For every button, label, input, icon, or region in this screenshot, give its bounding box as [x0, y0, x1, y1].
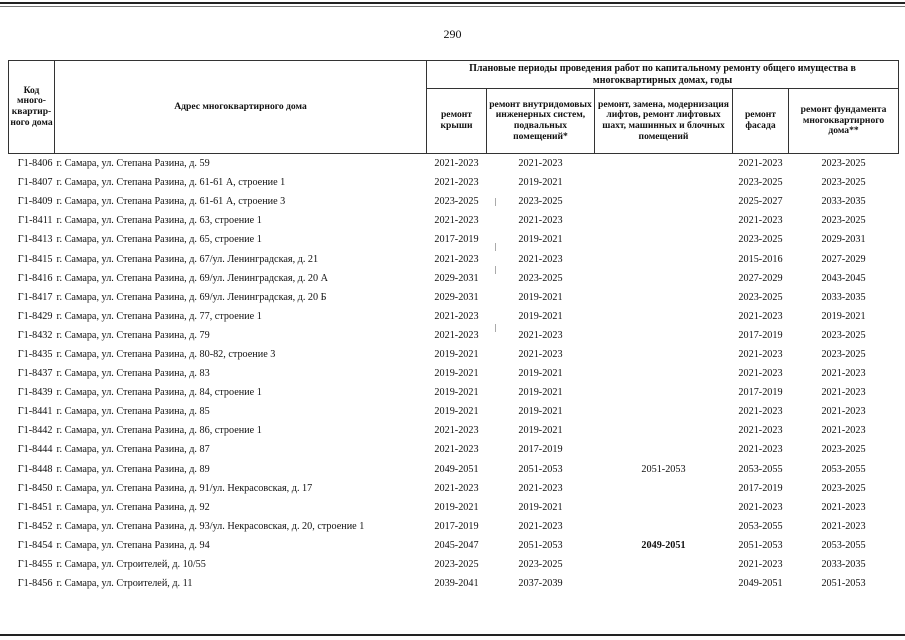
cell-code: Г1-8456: [17, 578, 53, 590]
cell-systems: 2019-2021: [518, 310, 563, 322]
cell-code: Г1-8417: [17, 291, 53, 303]
table-row: [9, 574, 899, 593]
cell-roof: 2045-2047: [434, 539, 479, 551]
cell-code: Г1-8407: [17, 177, 53, 189]
cell-facade: 2021-2023: [738, 348, 783, 360]
cell-foundation: 2043-2045: [821, 272, 866, 284]
cell-foundation: 2023-2025: [821, 158, 866, 170]
cell-code: Г1-8450: [17, 482, 53, 494]
cell-address: г. Самара, ул. Степана Разина, д. 89: [56, 463, 210, 475]
cell-address: г. Самара, ул. Степана Разина, д. 92: [56, 501, 210, 513]
cell-code: Г1-8451: [17, 501, 53, 513]
cell-systems: 2021-2023: [518, 329, 563, 341]
cell-roof: 2023-2025: [434, 196, 479, 208]
cell-foundation: 2021-2023: [821, 520, 866, 532]
cell-elevators: [595, 498, 733, 517]
cell-roof: 2019-2021: [434, 387, 479, 399]
cell-systems: 2021-2023: [518, 520, 563, 532]
table-body: [9, 154, 899, 594]
cell-foundation: 2023-2025: [821, 177, 866, 189]
table-row: [9, 345, 899, 364]
cell-address: г. Самара, ул. Степана Разина, д. 83: [56, 368, 210, 380]
cell-elevators: [595, 192, 733, 211]
cell-elevators: [595, 479, 733, 498]
cell-roof: 2029-2031: [434, 272, 479, 284]
table-row: [9, 460, 899, 479]
cell-roof: 2049-2051: [434, 463, 479, 475]
cell-address: г. Самара, ул. Степана Разина, д. 61-61 А, строение 3: [56, 196, 286, 208]
cell-systems: 2021-2023: [518, 348, 563, 360]
cell-facade: 2023-2025: [738, 291, 783, 303]
cell-facade: 2023-2025: [738, 177, 783, 189]
page-number: 290: [443, 27, 462, 41]
bottom-border-line: [0, 634, 905, 636]
cell-address: г. Самара, ул. Степана Разина, д. 67/ул. Ленинградская, д. 21: [56, 253, 319, 265]
cell-systems: 2023-2025: [518, 196, 563, 208]
cell-address: г. Самара, ул. Степана Разина, д. 77, строение 1: [56, 310, 262, 322]
cell-foundation: 2021-2023: [821, 406, 866, 418]
table-row: [9, 555, 899, 574]
cell-systems: 2019-2021: [518, 425, 563, 437]
cell-systems: 2017-2019: [518, 444, 563, 456]
scan-mark: [495, 243, 496, 251]
table-row: [9, 230, 899, 249]
table-row: [9, 383, 899, 402]
cell-foundation: 2029-2031: [821, 234, 866, 246]
cell-foundation: 2023-2025: [821, 348, 866, 360]
cell-foundation: 2023-2025: [821, 482, 866, 494]
cell-roof: 2021-2023: [434, 329, 479, 341]
cell-code: Г1-8411: [18, 215, 53, 227]
cell-code: Г1-8444: [17, 444, 53, 456]
cell-systems: 2051-2053: [518, 539, 563, 551]
cell-facade: 2015-2016: [738, 253, 783, 265]
cell-code: Г1-8415: [17, 253, 53, 265]
table-row: [9, 498, 899, 517]
cell-roof: 2017-2019: [434, 520, 479, 532]
cell-roof: 2023-2025: [434, 559, 479, 571]
cell-code: Г1-8435: [17, 348, 53, 360]
cell-elevators: [595, 154, 733, 174]
cell-facade: 2021-2023: [738, 406, 783, 418]
header-code: Код много-квартир-ного дома: [9, 61, 55, 154]
cell-elevators: 2049-2051: [641, 539, 686, 551]
cell-address: г. Самара, ул. Степана Разина, д. 80-82, строение 3: [56, 348, 276, 360]
cell-elevators: [595, 173, 733, 192]
cell-foundation: 2023-2025: [821, 329, 866, 341]
cell-code: Г1-8429: [17, 310, 53, 322]
cell-roof: 2021-2023: [434, 444, 479, 456]
header-systems: ремонт внутридомовых инженерных систем, подвальных помещений*: [487, 89, 595, 154]
cell-address: г. Самара, ул. Степана Разина, д. 61-61 А, строение 1: [56, 177, 286, 189]
cell-address: г. Самара, ул. Степана Разина, д. 65, строение 1: [56, 234, 262, 246]
cell-address: г. Самара, ул. Строителей, д. 10/55: [56, 559, 206, 571]
cell-facade: 2027-2029: [738, 272, 783, 284]
cell-code: Г1-8441: [17, 406, 53, 418]
cell-facade: 2025-2027: [738, 196, 783, 208]
cell-roof: 2021-2023: [434, 310, 479, 322]
table-row: [9, 326, 899, 345]
cell-roof: 2021-2023: [434, 425, 479, 437]
cell-systems: 2021-2023: [518, 253, 563, 265]
cell-facade: 2053-2055: [738, 520, 783, 532]
cell-systems: 2037-2039: [518, 578, 563, 590]
cell-address: г. Самара, ул. Степана Разина, д. 93/ул. Некрасовская, д. 20, строение 1: [56, 520, 365, 532]
cell-elevators: [595, 517, 733, 536]
table-row: [9, 307, 899, 326]
cell-foundation: 2033-2035: [821, 196, 866, 208]
table-row: [9, 288, 899, 307]
header-foundation: ремонт фундамента многоквартирного дома**: [789, 89, 899, 154]
cell-code: Г1-8437: [17, 368, 53, 380]
cell-systems: 2019-2021: [518, 177, 563, 189]
cell-facade: 2021-2023: [738, 215, 783, 227]
cell-roof: 2021-2023: [434, 215, 479, 227]
cell-roof: 2019-2021: [434, 348, 479, 360]
table-row: [9, 402, 899, 421]
cell-address: г. Самара, ул. Степана Разина, д. 63, строение 1: [56, 215, 262, 227]
cell-systems: 2051-2053: [518, 463, 563, 475]
cell-foundation: 2027-2029: [821, 253, 866, 265]
cell-address: г. Самара, ул. Степана Разина, д. 69/ул. Ленинградская, д. 20 А: [56, 272, 329, 284]
cell-code: Г1-8413: [17, 234, 53, 246]
cell-address: г. Самара, ул. Степана Разина, д. 84, строение 1: [56, 387, 262, 399]
cell-address: г. Самара, ул. Степана Разина, д. 86, строение 1: [56, 425, 262, 437]
cell-systems: 2023-2025: [518, 272, 563, 284]
cell-code: Г1-8452: [17, 520, 53, 532]
cell-elevators: [595, 555, 733, 574]
cell-code: Г1-8448: [17, 463, 53, 475]
cell-address: г. Самара, ул. Степана Разина, д. 59: [56, 158, 210, 170]
cell-systems: 2019-2021: [518, 501, 563, 513]
cell-facade: 2053-2055: [738, 463, 783, 475]
cell-foundation: 2021-2023: [821, 387, 866, 399]
header-address: Адрес многоквартирного дома: [55, 61, 427, 154]
cell-foundation: 2033-2035: [821, 559, 866, 571]
cell-elevators: [595, 574, 733, 593]
cell-elevators: [595, 288, 733, 307]
cell-address: г. Самара, ул. Строителей, д. 11: [56, 578, 193, 590]
cell-code: Г1-8409: [17, 196, 53, 208]
table-row: [9, 517, 899, 536]
table-row: [9, 364, 899, 383]
scan-mark: [495, 324, 496, 332]
cell-facade: 2017-2019: [738, 387, 783, 399]
cell-roof: 2021-2023: [434, 158, 479, 170]
cell-systems: 2019-2021: [518, 368, 563, 380]
cell-roof: 2019-2021: [434, 406, 479, 418]
top-border-line: [0, 2, 905, 4]
cell-foundation: 2023-2025: [821, 444, 866, 456]
cell-roof: 2017-2019: [434, 234, 479, 246]
table-row: [9, 421, 899, 440]
cell-roof: 2019-2021: [434, 368, 479, 380]
cell-facade: 2049-2051: [738, 578, 783, 590]
cell-code: Г1-8406: [17, 158, 53, 170]
table-row: [9, 536, 899, 555]
cell-address: г. Самара, ул. Степана Разина, д. 94: [56, 539, 210, 551]
cell-foundation: 2053-2055: [821, 463, 866, 475]
cell-roof: 2029-2031: [434, 291, 479, 303]
table-row: [9, 249, 899, 268]
cell-foundation: 2033-2035: [821, 291, 866, 303]
cell-roof: 2039-2041: [434, 578, 479, 590]
cell-systems: 2019-2021: [518, 387, 563, 399]
cell-facade: 2021-2023: [738, 501, 783, 513]
cell-facade: 2023-2025: [738, 234, 783, 246]
cell-roof: 2019-2021: [434, 501, 479, 513]
table-row: [9, 154, 899, 174]
cell-systems: 2021-2023: [518, 482, 563, 494]
cell-facade: 2051-2053: [738, 539, 783, 551]
header-periods-group: Плановые периоды проведения работ по капитальному ремонту общего имущества в многоквартирных домах, годы: [427, 61, 899, 89]
cell-foundation: 2021-2023: [821, 425, 866, 437]
scan-mark: [495, 198, 496, 206]
cell-address: г. Самара, ул. Степана Разина, д. 87: [56, 444, 210, 456]
table-row: [9, 192, 899, 211]
table-row: [9, 479, 899, 498]
cell-systems: 2019-2021: [518, 406, 563, 418]
cell-code: Г1-8455: [17, 559, 53, 571]
table-row: [9, 211, 899, 230]
header-roof: ремонт крыши: [427, 89, 487, 154]
table-row: [9, 269, 899, 288]
cell-roof: 2021-2023: [434, 253, 479, 265]
cell-elevators: [595, 421, 733, 440]
header-facade: ремонт фасада: [733, 89, 789, 154]
cell-facade: 2017-2019: [738, 482, 783, 494]
cell-facade: 2021-2023: [738, 444, 783, 456]
top-border-line-thin: [0, 6, 905, 7]
cell-roof: 2021-2023: [434, 482, 479, 494]
cell-elevators: [595, 230, 733, 249]
cell-foundation: 2019-2021: [821, 310, 866, 322]
cell-code: Г1-8439: [17, 387, 53, 399]
cell-elevators: [595, 326, 733, 345]
cell-address: г. Самара, ул. Степана Разина, д. 85: [56, 406, 210, 418]
cell-foundation: 2053-2055: [821, 539, 866, 551]
cell-elevators: [595, 440, 733, 459]
cell-code: Г1-8442: [17, 425, 53, 437]
cell-elevators: [595, 211, 733, 230]
table-header: [9, 61, 899, 154]
cell-facade: 2021-2023: [738, 310, 783, 322]
header-elevators: ремонт, замена, модернизация лифтов, ремонт лифтовых шахт, машинных и блочных помещений: [595, 89, 733, 154]
cell-address: г. Самара, ул. Степана Разина, д. 91/ул. Некрасовская, д. 17: [56, 482, 313, 494]
cell-address: г. Самара, ул. Степана Разина, д. 69/ул. Ленинградская, д. 20 Б: [56, 291, 327, 303]
cell-elevators: [595, 307, 733, 326]
cell-foundation: 2051-2053: [821, 578, 866, 590]
cell-facade: 2017-2019: [738, 329, 783, 341]
cell-facade: 2021-2023: [738, 559, 783, 571]
cell-systems: 2019-2021: [518, 291, 563, 303]
cell-systems: 2021-2023: [518, 158, 563, 170]
cell-foundation: 2021-2023: [821, 501, 866, 513]
cell-code: Г1-8432: [17, 329, 53, 341]
cell-code: Г1-8416: [17, 272, 53, 284]
cell-code: Г1-8454: [17, 539, 53, 551]
table-row: [9, 173, 899, 192]
table-row: [9, 440, 899, 459]
cell-elevators: [595, 345, 733, 364]
cell-systems: 2021-2023: [518, 215, 563, 227]
cell-facade: 2021-2023: [738, 425, 783, 437]
cell-elevators: [595, 249, 733, 268]
cell-roof: 2021-2023: [434, 177, 479, 189]
cell-elevators: [595, 383, 733, 402]
cell-elevators: 2051-2053: [641, 463, 686, 475]
cell-elevators: [595, 402, 733, 421]
cell-facade: 2021-2023: [738, 158, 783, 170]
cell-foundation: 2023-2025: [821, 215, 866, 227]
cell-facade: 2021-2023: [738, 368, 783, 380]
scan-mark: [495, 266, 496, 274]
repair-schedule-table: [8, 60, 899, 593]
cell-elevators: [595, 269, 733, 288]
cell-foundation: 2021-2023: [821, 368, 866, 380]
cell-address: г. Самара, ул. Степана Разина, д. 79: [56, 329, 210, 341]
cell-systems: 2019-2021: [518, 234, 563, 246]
cell-systems: 2023-2025: [518, 559, 563, 571]
cell-elevators: [595, 364, 733, 383]
